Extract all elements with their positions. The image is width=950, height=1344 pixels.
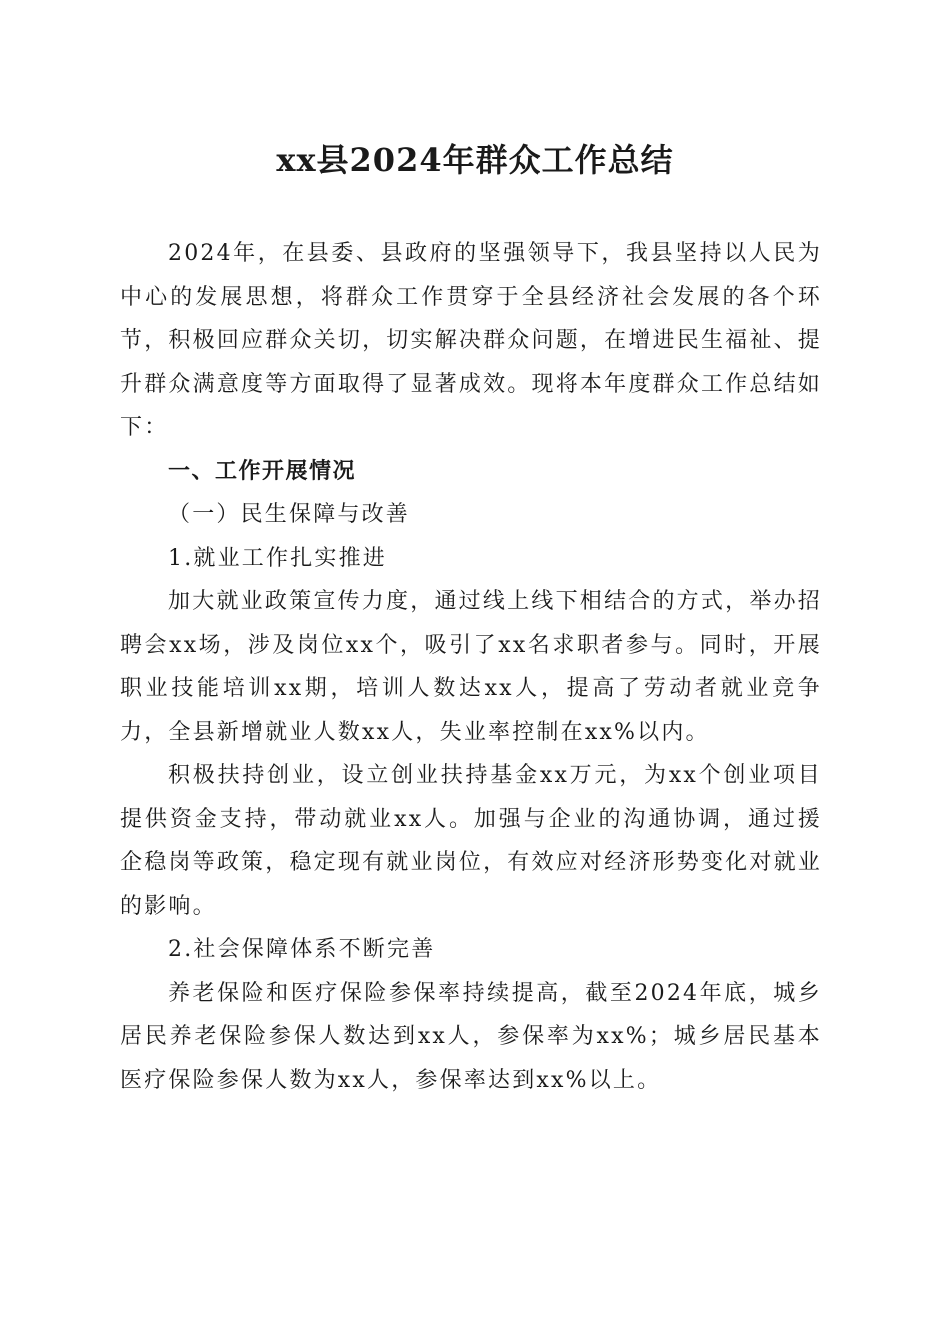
item-heading-employment: 1.就业工作扎实推进 — [168, 545, 387, 571]
employment-paragraph-2: 积极扶持创业，设立创业扶持基金xx万元，为xx个创业项目提供资金支持，带动就业xx人。加强与企业的沟通协调，通过援企稳岗等政策，稳定现有就业岗位，有效应对经济形势变化对就业的影响。 — [120, 763, 822, 919]
intro-paragraph: 2024年，在县委、县政府的坚强领导下，我县坚持以人民为中心的发展思想，将群众工作贯穿于全县经济社会发展的各个环节，积极回应群众关切，切实解决群众问题，在增进民生福祉、提升群众满意度等方面取得了显著成效。现将本年度群众工作总结如下： — [120, 241, 822, 440]
subsection-heading: （一）民生保障与改善 — [168, 502, 411, 527]
section-heading: 一、工作开展情况 — [168, 458, 357, 484]
document-body — [120, 232, 822, 1102]
social-security-paragraph: 养老保险和医疗保险参保率持续提高，截至2024年底，城乡居民养老保险参保人数达到xx人，参保率为xx%；城乡居民基本医疗保险参保人数为xx人，参保率达到xx%以上。 — [120, 980, 822, 1093]
item-heading-social-security: 2.社会保障体系不断完善 — [168, 937, 436, 962]
document-title: xx县2024年群众工作总结 — [276, 141, 674, 179]
employment-paragraph-1: 加大就业政策宣传力度，通过线上线下相结合的方式，举办招聘会xx场，涉及岗位xx个，吸引了xx名求职者参与。同时，开展职业技能培训xx期，培训人数达xx人，提高了劳动者就业竞争力，全县新增就业人数xx人，失业率控制在xx%以内。 — [120, 589, 822, 745]
